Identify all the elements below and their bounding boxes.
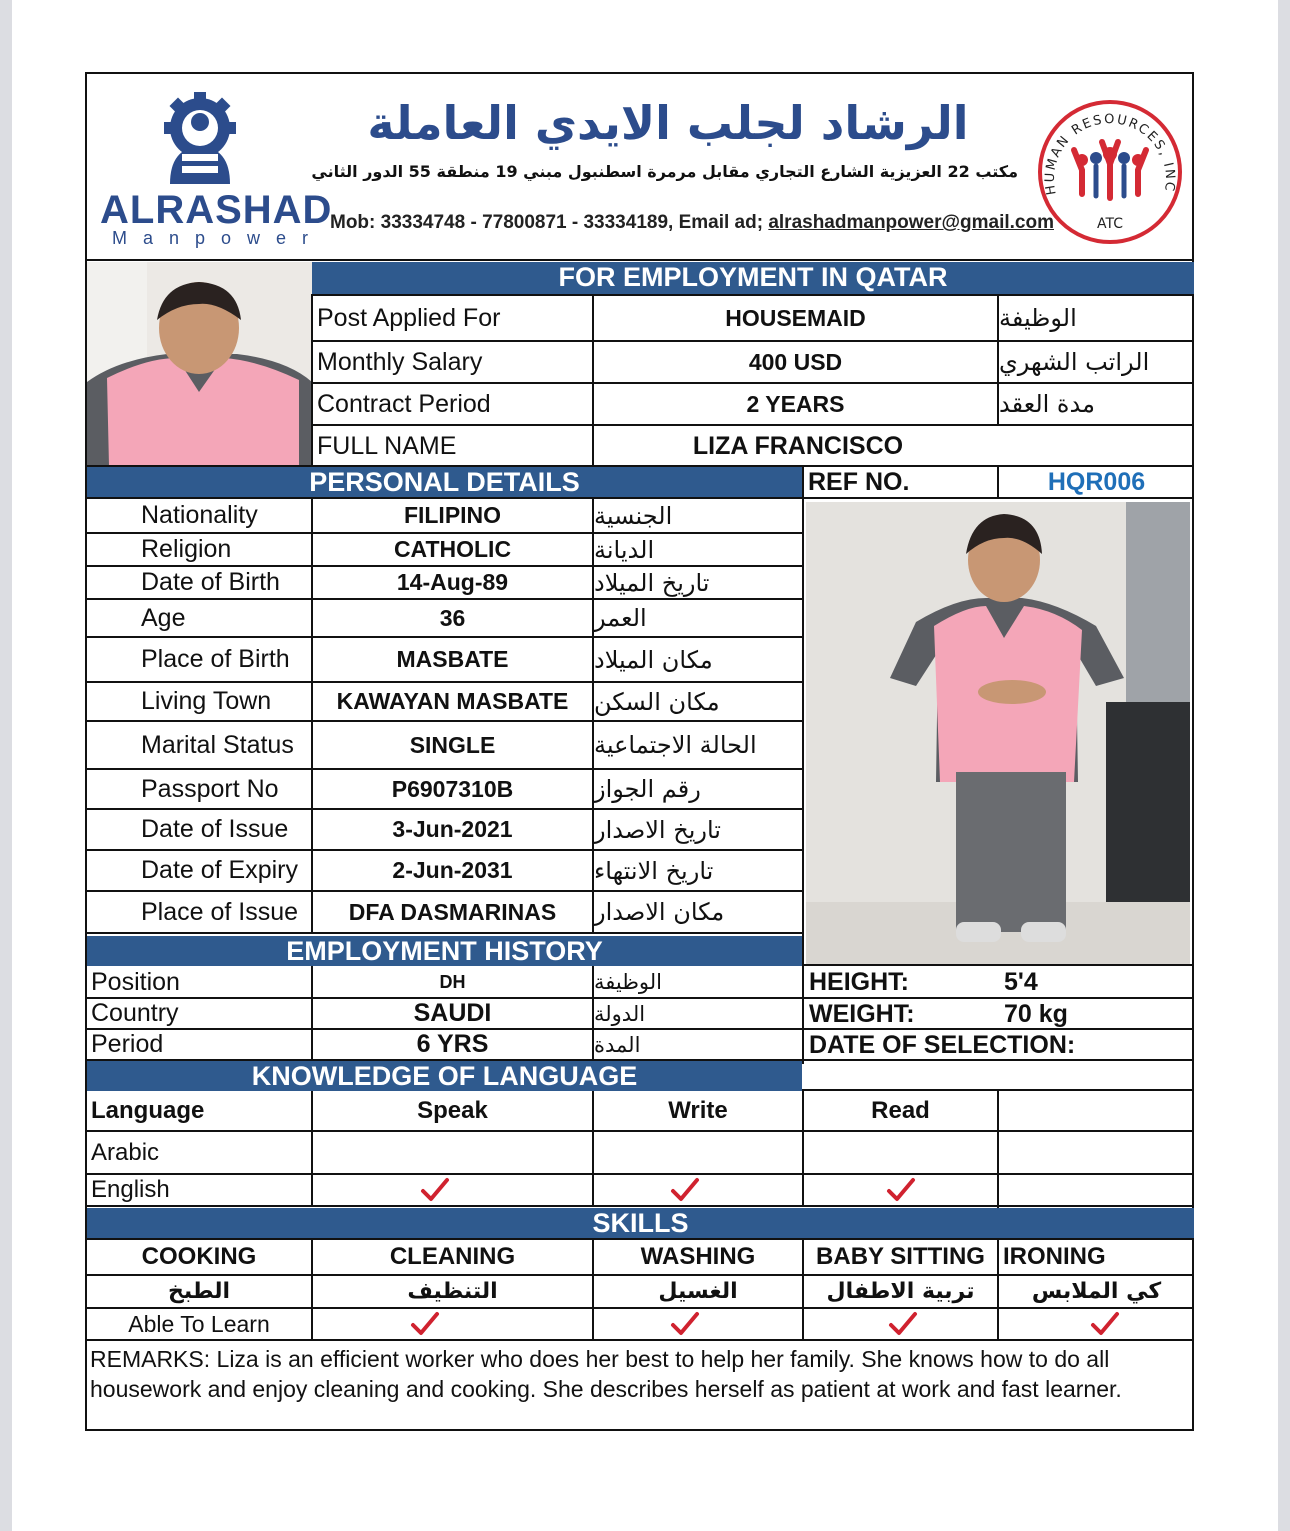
personal-label-ar: رقم الجواز (594, 775, 701, 803)
personal-label-ar: تاريخ الانتهاء (594, 856, 714, 885)
personal-label: Nationality (141, 501, 258, 529)
applicant-photo-small (87, 262, 312, 466)
skill-name: COOKING (141, 1243, 257, 1270)
skill-name: IRONING (1003, 1243, 1106, 1270)
language-header: Write (668, 1097, 728, 1124)
personal-value: P6907310B (391, 775, 514, 802)
selection-label: DATE OF SELECTION: (809, 1030, 1076, 1059)
personal-label: Religion (141, 535, 232, 563)
history-band: EMPLOYMENT HISTORY (87, 936, 802, 966)
history-label: Position (91, 967, 180, 996)
history-value: SAUDI (413, 999, 492, 1027)
skill-name: WASHING (640, 1243, 756, 1270)
personal-label-ar: العمر (594, 604, 647, 632)
personal-label: Living Town (141, 687, 272, 715)
language-name: Arabic (91, 1138, 160, 1166)
personal-value: 14-Aug-89 (396, 569, 509, 595)
personal-label: Date of Expiry (141, 856, 299, 884)
personal-label: Date of Issue (141, 815, 289, 843)
personal-label: Place of Issue (141, 897, 299, 926)
company-logo (100, 88, 333, 248)
height-value: 5'4 (1004, 967, 1038, 996)
checkmark-icon (410, 1311, 440, 1337)
company-name-arabic: الرشاد لجلب الايدي العاملة (367, 96, 969, 150)
history-label-ar: المدة (594, 1032, 641, 1057)
checkmark-icon (888, 1311, 918, 1337)
skill-name: BABY SITTING (816, 1243, 985, 1270)
personal-label-ar: مكان السكن (594, 687, 720, 716)
history-label-ar: الدولة (594, 1001, 646, 1026)
personal-value: 3-Jun-2021 (392, 816, 513, 842)
history-value: DH (439, 971, 466, 992)
checkmark-icon (420, 1177, 450, 1203)
personal-label-ar: تاريخ الاصدار (594, 815, 721, 844)
skill-name-ar: الطبخ (167, 1279, 231, 1304)
personal-label-ar: الديانة (594, 535, 655, 564)
salary-value: 400 USD (748, 348, 843, 375)
contract-label: Contract Period (317, 389, 491, 418)
col-divider (311, 966, 313, 1061)
col-divider (592, 966, 594, 1061)
language-header: Speak (417, 1097, 488, 1124)
row-divider (85, 1059, 1194, 1061)
personal-value: 36 (439, 604, 466, 631)
personal-band: PERSONAL DETAILS (87, 467, 802, 497)
personal-value: KAWAYAN MASBATE (336, 688, 569, 714)
personal-value: SINGLE (409, 731, 496, 758)
personal-label-ar: مكان الميلاد (594, 645, 713, 674)
skill-name: CLEANING (389, 1243, 516, 1270)
language-band: KNOWLEDGE OF LANGUAGE (87, 1061, 802, 1091)
weight-label: WEIGHT: (809, 999, 915, 1028)
row-divider (85, 932, 804, 934)
logo-name: ALRASHAD (100, 188, 333, 232)
checkmark-icon (670, 1311, 700, 1337)
checkmark-icon (670, 1177, 700, 1203)
row-divider (85, 1028, 1194, 1030)
personal-label: Age (141, 603, 186, 632)
personal-label-ar: الحالة الاجتماعية (594, 731, 757, 759)
atc-arc-text: HUMAN RESOURCES, INC (1042, 112, 1178, 196)
col-divider (997, 1090, 999, 1208)
personal-value: CATHOLIC (393, 536, 512, 562)
height-label: HEIGHT: (809, 967, 909, 996)
ref-label: REF NO. (808, 467, 910, 496)
email-link[interactable]: alrashadmanpower@gmail.com (768, 212, 1054, 233)
row-divider (85, 1205, 1194, 1207)
personal-label: Date of Birth (141, 568, 280, 596)
personal-label: Passport No (141, 774, 279, 803)
personal-value: FILIPINO (403, 502, 502, 528)
row-divider (85, 997, 1194, 999)
logo-subtitle: Manpower (112, 228, 325, 248)
full-name-label: FULL NAME (317, 431, 457, 460)
personal-label: Place of Birth (141, 645, 290, 673)
atc-initials: ATC (1097, 216, 1123, 232)
salary-label-ar: الراتب الشهري (999, 348, 1150, 376)
salary-label: Monthly Salary (317, 347, 483, 376)
skill-name-ar: الغسيل (658, 1279, 738, 1304)
personal-value: MASBATE (396, 646, 509, 672)
contract-value: 2 YEARS (746, 390, 845, 417)
remarks-text: REMARKS: Liza is an efficient worker who does her best to help her family. She knows how to do all housework and enjoy cleaning and cooking. She describes herself as patient at work and fast learner. (90, 1346, 1122, 1402)
post-label: Post Applied For (317, 303, 501, 332)
personal-label-ar: الجنسية (594, 501, 673, 530)
atc-logo (1034, 98, 1186, 246)
checkmark-icon (1090, 1311, 1120, 1337)
employment-band: FOR EMPLOYMENT IN QATAR (312, 262, 1194, 294)
personal-label-ar: تاريخ الميلاد (594, 568, 710, 597)
checkmark-icon (886, 1177, 916, 1203)
skill-name-ar: التنظيف (407, 1279, 498, 1304)
personal-label-ar: مكان الاصدار (594, 898, 725, 926)
ref-value: HQR006 (1047, 467, 1146, 496)
history-label: Period (91, 1030, 164, 1058)
skill-name-ar: كي الملابس (1031, 1279, 1162, 1304)
gear-person-icon (100, 88, 305, 198)
col-divider (592, 497, 594, 934)
applicant-photo-full (806, 502, 1190, 964)
personal-value: DFA DASMARINAS (348, 898, 557, 925)
history-value: 6 YRS (416, 1030, 489, 1058)
company-address-arabic: مكتب 22 العزيزية الشارع التجاري مقابل مرمرة اسطنبول مبني 19 منطقة 55 الدور الثاني (311, 162, 1018, 181)
language-header: Language (91, 1097, 205, 1124)
skills-band: SKILLS (87, 1208, 1194, 1238)
language-header: Read (871, 1097, 930, 1124)
weight-value: 70 kg (1004, 999, 1068, 1028)
col-divider (311, 497, 313, 934)
history-label: Country (91, 999, 179, 1027)
skill-name-ar: تربية الاطفال (826, 1279, 975, 1304)
personal-label: Marital Status (141, 730, 294, 759)
row-divider (85, 1339, 1194, 1341)
contract-label-ar: مدة العقد (999, 390, 1095, 418)
post-value: HOUSEMAID (725, 304, 866, 331)
able-to-learn-label: Able To Learn (128, 1310, 270, 1337)
contact-phones: Mob: 33334748 - 77800871 - 33334189, Email ad; (330, 212, 769, 233)
personal-value: 2-Jun-2031 (392, 857, 513, 883)
history-label-ar: الوظيفة (594, 970, 663, 994)
company-contact (330, 212, 1054, 234)
language-name: English (91, 1176, 170, 1203)
row-divider (802, 1089, 1194, 1091)
full-name-value: LIZA FRANCISCO (692, 431, 904, 460)
post-label-ar: الوظيفة (999, 304, 1077, 332)
